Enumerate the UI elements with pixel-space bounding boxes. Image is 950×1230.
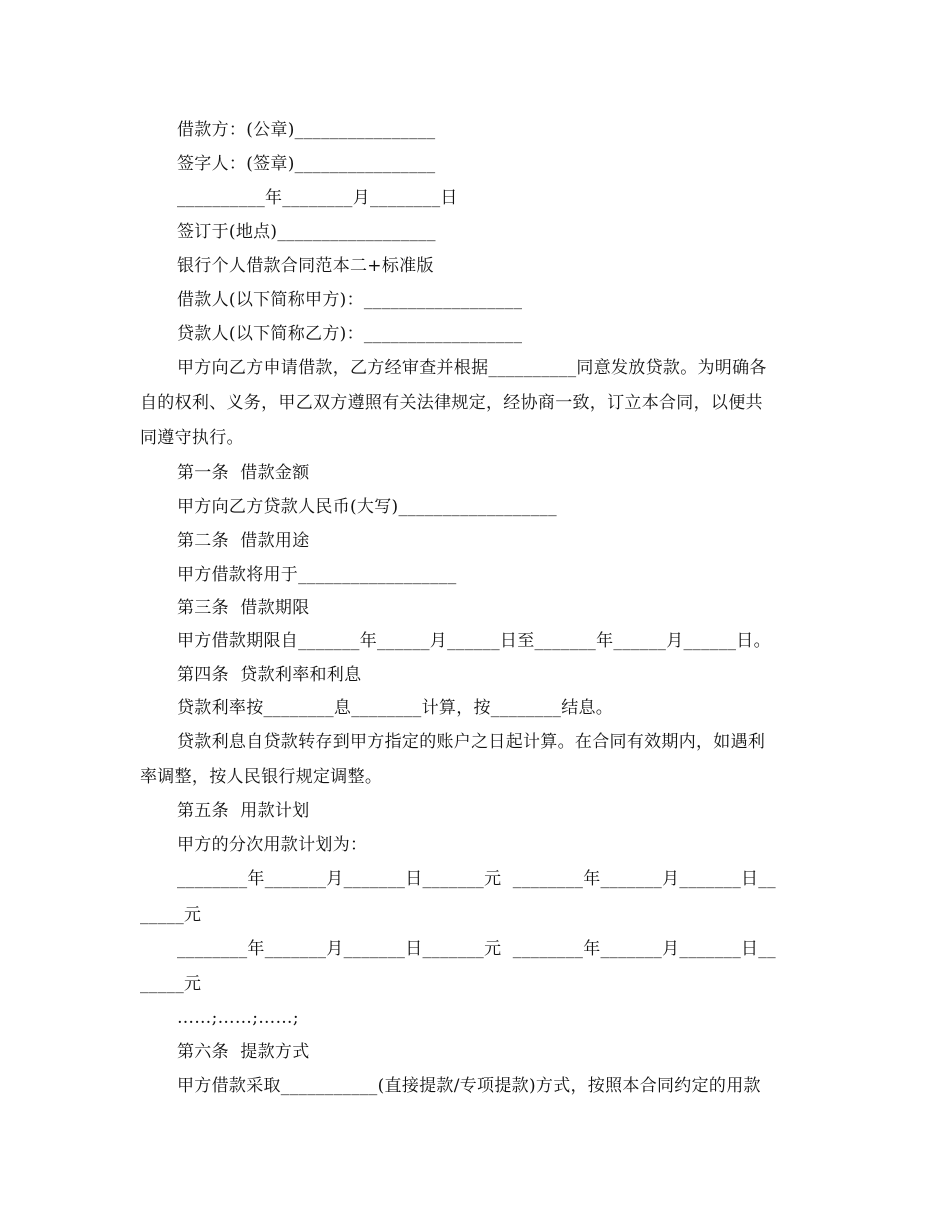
borrower-line: 借款人(以下简称甲方)：__________________ — [177, 290, 523, 310]
article-1-heading: 第一条 借款金额 — [177, 463, 310, 483]
usage-plan-row-2-cont: _____元 — [140, 974, 202, 994]
article-2-heading: 第二条 借款用途 — [177, 531, 310, 551]
article-3-heading: 第三条 借款期限 — [177, 598, 310, 618]
interest-paragraph-line-2: 率调整，按人民银行规定调整。 — [140, 767, 383, 787]
interest-paragraph-line-1: 贷款利息自贷款转存到甲方指定的账户之日起计算。在合同有效期内，如遇利 — [177, 732, 766, 752]
signing-place-line: 签订于(地点)__________________ — [177, 222, 436, 242]
usage-plan-row-2: ________年_______月_______日_______元 ________年_______月_______日__ — [177, 939, 776, 959]
lender-seal-line: 借款方：(公章)________________ — [177, 120, 436, 140]
preamble-paragraph-line-2: 自的权利、义务，甲乙双方遵照有关法律规定，经协商一致，订立本合同，以便共 — [140, 393, 763, 413]
interest-rate-line: 贷款利率按________息________计算，按________结息。 — [177, 698, 614, 718]
usage-plan-intro: 甲方的分次用款计划为： — [177, 835, 368, 855]
article-5-heading: 第五条 用款计划 — [177, 801, 310, 821]
usage-plan-row-1-cont: _____元 — [140, 905, 202, 925]
usage-plan-row-1: ________年_______月_______日_______元 ________年_______月_______日__ — [177, 869, 776, 889]
withdrawal-method-line: 甲方借款采取___________(直接提款/专项提款)方式，按照本合同约定的用款 — [177, 1076, 761, 1096]
lender-line: 贷款人(以下简称乙方)：__________________ — [177, 324, 523, 344]
loan-purpose-line: 甲方借款将用于__________________ — [177, 565, 457, 585]
article-6-heading: 第六条 提款方式 — [177, 1042, 310, 1062]
ellipsis-line: ……;……;……; — [177, 1008, 299, 1028]
preamble-paragraph-line-3: 同遵守执行。 — [140, 428, 244, 448]
preamble-paragraph-line-1: 甲方向乙方申请借款，乙方经审查并根据__________同意发放贷款。为明确各 — [177, 358, 767, 378]
date-line: __________年________月________日 — [177, 188, 458, 208]
loan-amount-line: 甲方向乙方贷款人民币(大写)__________________ — [177, 497, 557, 517]
loan-term-line: 甲方借款期限自_______年______月______日至_______年______月______日。 — [177, 631, 771, 651]
document-title: 银行个人借款合同范本二+标准版 — [177, 256, 434, 276]
article-4-heading: 第四条 贷款利率和利息 — [177, 665, 362, 685]
signer-seal-line: 签字人：(签章)________________ — [177, 154, 436, 174]
